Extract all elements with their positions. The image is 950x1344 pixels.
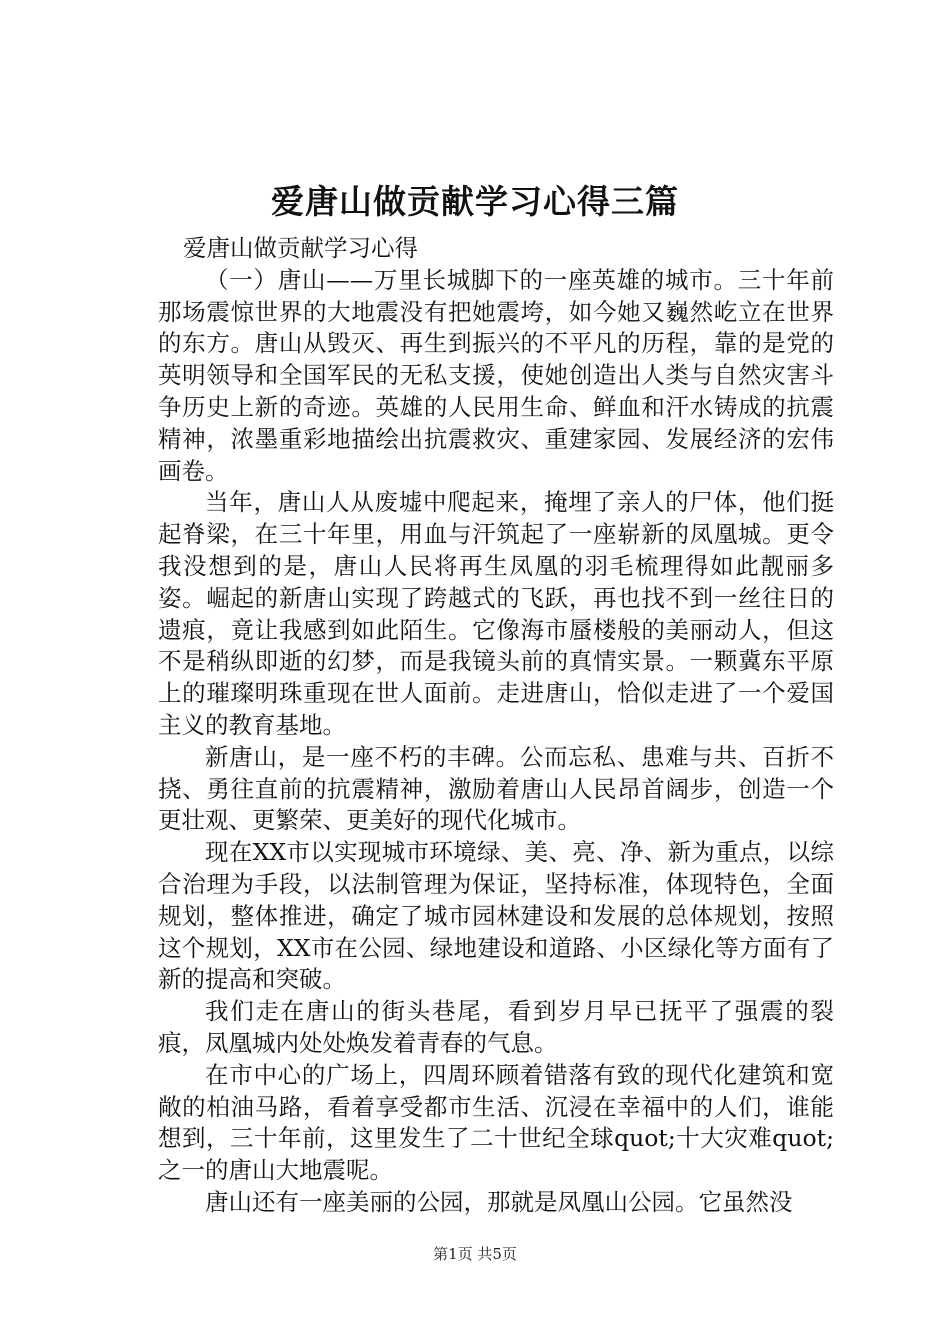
paragraph: 在市中心的广场上，四周环顾着错落有致的现代化建筑和宽敞的柏油马路，看着享受都市生活、沉浸在幸福中的人们，谁能想到，三十年前，这里发生了二十世纪全球quot;十大灾难quot;之一的唐山大地震呢。 [158, 1060, 834, 1185]
paragraph: （一）唐山——万里长城脚下的一座英雄的城市。三十年前那场震惊世界的大地震没有把她震垮，如今她又巍然屹立在世界的东方。唐山从毁灭、再生到振兴的不平凡的历程，靠的是党的英明领导和全国军民的无私支援，使她创造出人类与自然灾害斗争历史上新的奇迹。英雄的人民用生命、鲜血和汗水铸成的抗震精神，浓墨重彩地描绘出抗震救灾、重建家园、发展经济的宏伟画卷。 [158, 265, 834, 485]
document-subtitle: 爱唐山做贡献学习心得 [183, 234, 418, 262]
paragraph: 当年，唐山人从废墟中爬起来，掩埋了亲人的尸体，他们挺起脊梁，在三十年里，用血与汗筑起了一座崭新的凤凰城。更令我没想到的是，唐山人民将再生凤凰的羽毛梳理得如此靓丽多姿。崛起的新唐山实现了跨越式的飞跃，再也找不到一丝往日的遗痕，竟让我感到如此陌生。它像海市蜃楼般的美丽动人，但这不是稍纵即逝的幻梦，而是我镜头前的真情实景。一颗冀东平原上的璀璨明珠重现在世人面前。走进唐山，恰似走进了一个爱国主义的教育基地。 [158, 488, 834, 739]
paragraph: 新唐山，是一座不朽的丰碑。公而忘私、患难与共、百折不挠、勇往直前的抗震精神，激励着唐山人民昂首阔步，创造一个更壮观、更繁荣、更美好的现代化城市。 [158, 742, 834, 835]
document-title: 爱唐山做贡献学习心得三篇 [271, 182, 679, 221]
paragraph: 唐山还有一座美丽的公园，那就是凤凰山公园。它虽然没 [205, 1187, 793, 1216]
paragraph: 现在XX市以实现城市环境绿、美、亮、净、新为重点，以综合治理为手段，以法制管理为保证，坚持标准，体现特色，全面规划，整体推进，确定了城市园林建设和发展的总体规划，按照这个规划，XX市在公园、绿地建设和道路、小区绿化等方面有了新的提高和突破。 [158, 838, 834, 994]
paragraph: 我们走在唐山的街头巷尾，看到岁月早已抚平了强震的裂痕，凤凰城内处处焕发着青春的气息。 [158, 997, 834, 1057]
document-body [158, 233, 834, 1219]
page-footer: 第1页 共5页 [433, 1245, 517, 1263]
